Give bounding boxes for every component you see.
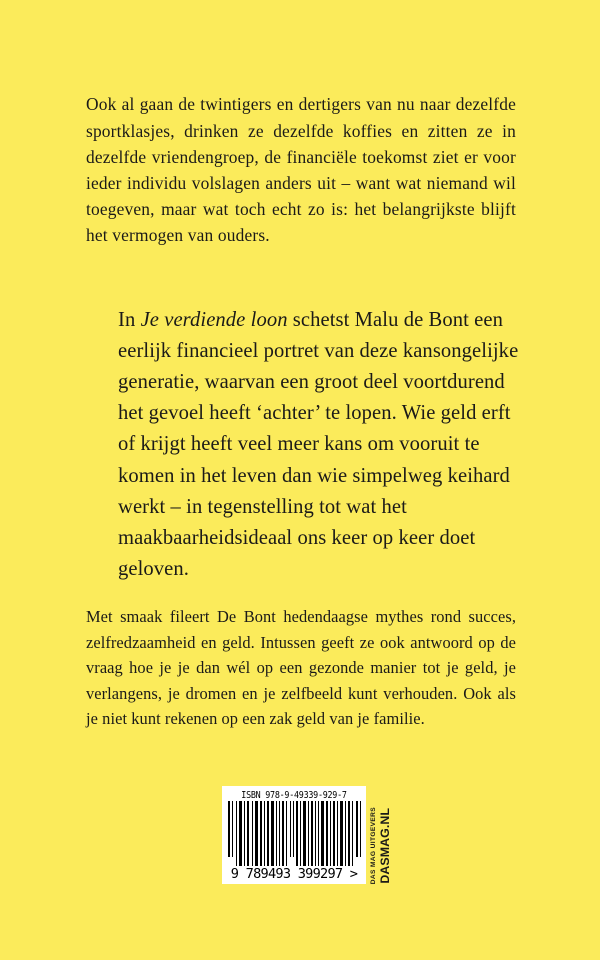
- barcode-bars-graphic: [226, 801, 362, 866]
- blurb-paragraph-top: Ook al gaan de twintigers en dertigers van nu naar dezelfde sportklasjes, drinken ze dezelfde koffies en zitten ze in dezelfde vriendengroep, de financiële toekomst ziet er voor ieder individu volslagen anders uit – want wat niemand wil toegeven, maar wat toch echt zo is: het belangrijkste blijft het vermogen van ouders.: [86, 94, 516, 246]
- publisher-website: DASMAG.NL: [378, 808, 392, 884]
- book-title-italic: Je verdiende loon: [140, 308, 288, 331]
- publisher-name: DAS MAG UITGEVERS: [370, 806, 377, 884]
- blurb-paragraph-bottom: Met smaak fileert De Bont hedendaagse mythes rond succes, zelfredzaamheid en geld. Intussen geeft ze ook antwoord op de vraag hoe je je dan wél op een gezonde manier tot je geld, je verlangens, je dromen en je zelfbeeld kunt verhouden. Ook als je niet kunt rekenen op een zak geld van je familie.: [86, 607, 516, 729]
- barcode-digits: 9 789493 399297 >: [230, 866, 358, 882]
- barcode-area: [222, 786, 392, 884]
- publisher-imprint: [370, 786, 404, 884]
- isbn-barcode: [222, 786, 366, 884]
- pull-quote-rest: schetst Malu de Bont een eerlijk financieel portret van deze kansongelijke generatie, waarvan een groot deel voortdurend het gevoel heeft ‘achter’ te lopen. Wie geld erft of krijgt heeft veel meer kans om vooruit te komen in het leven dan wie simpelweg keihard werkt – in tegenstelling tot wat het maakbaarheidsideaal ons keer op keer doet geloven.: [118, 308, 519, 581]
- blurb-pull-quote: [118, 305, 522, 586]
- pull-quote-lead: In: [118, 308, 141, 331]
- isbn-text: ISBN 978-9-49339-929-7: [241, 789, 347, 801]
